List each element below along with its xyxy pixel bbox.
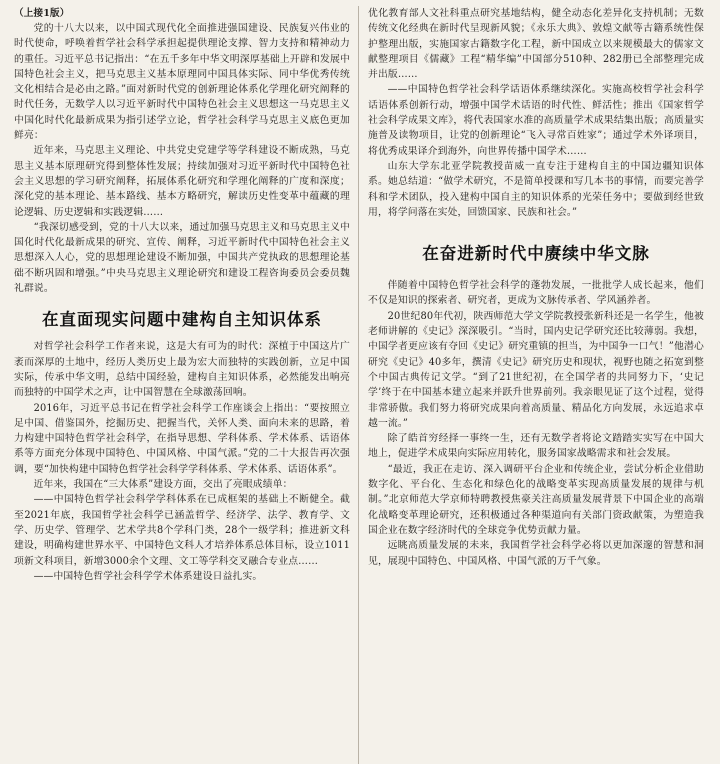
right-second-section: [368, 278, 704, 569]
section-heading-knowledge-system: 在直面现实问题中建构自主知识体系: [42, 310, 322, 330]
article-paragraph: 20世纪80年代初，陕西师范大学文学院教授张新科还是一名学生，他被老师讲解的《史记》深深吸引。“当时，国内史记学研究还比较薄弱。我想，中国学者更应该有夺回《史记》研究重镇的担当，为中国争一口气！”他潜心研究《史记》40多年，撰清《史记》研究历史和现状，视野也随之拓宽到整个中国古典传记文学。“到了21世纪初，在全国学者的共同努力下，‘史记学’终于在中国基本建立起来并跃升世界前列。我亲眼见证了这个过程，觉得非常骄傲。我们努力将研究成果向着高质量、精品化方向发展，永远追求卓越一流。”: [368, 310, 704, 429]
article-paragraph: 山东大学东北亚学院教授苗威一直专注于建构自主的中国边疆知识体系。她总结道：“做学术研究，不是简单授课和写几本书的事情，而要完善学科和学术团队，投入建构中国自主的知识体系的光荣任务中；要做到经世致用，将学问落在实处，回馈国家、民族和社会。”: [368, 160, 704, 218]
article-paragraph: 远眺高质量发展的未来，我国哲学社会科学必将以更加深邃的智慧和洞见，展现中国特色、中国风格、中国气派的万千气象。: [368, 540, 704, 567]
article-paragraph: 优化教育部人文社科重点研究基地结构，健全动态化差异化支持机制；无数传统文化经典在新时代呈现新风貌；《永乐大典》、敦煌文献等古籍系统性保护整理出版，实施国家古籍数字化工程，新中国成立以来规模最大的儒家文献整理项目《儒藏》工程“精华编”中国部分510种、282册已全部整理完成并出版……: [368, 8, 704, 81]
article-paragraph: “我深切感受到，党的十八大以来，通过加强马克思主义和马克思主义中国化时代化最新成果的研究、宣传、阐释，习近平新时代中国特色社会主义思想深入人心，党的思想理论建设不断加强，中国共产党执政的思想理论基础不断巩固和增强。”中央马克思主义理论研究和建设工程咨询委员会委员魏礼群说。: [14, 221, 350, 295]
left-second-section: [14, 339, 350, 584]
article-paragraph: 对哲学社会科学工作者来说，这是大有可为的时代：深植于中国这片广袤而深厚的土地中，经历人类历史上最为宏大而独特的实践创新，立足中国实际，传承中华文明，总结中国经验，建构自主知识体系，必然能发出响亮而独特的中国学术之声，让中国智慧在全球激荡回响。: [14, 341, 350, 399]
left-intro-section: [14, 21, 350, 296]
article-paragraph: ——中国特色哲学社会科学学术体系建设日益扎实。: [33, 570, 263, 582]
left-column: [14, 6, 350, 584]
article-paragraph: “最近，我正在走访、深入调研平台企业和传统企业，尝试分析企业借助数字化、平台化、生态化和绿色化的战略变革实现高质量发展的规律与机制。”北京师范大学京师特聘教授焦豪关注高质量发展背景下中国企业的高端化战略变革理论研究，还积极通过各种渠道向有关部门资政献策，为塑造我国企业在数字经济时代的全球竞争优势贡献力量。: [368, 463, 704, 536]
article-paragraph: 党的十八大以来，以中国式现代化全面推进强国建设、民族复兴伟业的时代使命，呼唤着哲学社会科学承担起提供理论支撑、智力支持和精神动力的重任。习近平总书记指出：“在五千多年中华文明深厚基础上开辟和发展中国特色社会主义，把马克思主义基本原理同中国具体实际、同中华优秀传统文化相结合是必由之路。”面对新时代党的创新理论体系化学理化研究阐释的时代任务，无数学人以习近平新时代中国特色社会主义思想这一马克思主义中国化时代化最新成果为指引述学立论，哲学社会科学马克思主义底色更加鲜亮：: [14, 23, 350, 142]
article-paragraph: 除了皓首穷经择一事终一生，还有无数学者将论文踏踏实实写在中国大地上，促进学术成果向实际应用转化，服务国家战略需求和社会发展。: [368, 433, 704, 460]
article-paragraph: 近年来，马克思主义理论、中共党史党建学等学科建设不断成熟，马克思主义基本原理研究得到整体性发展；持续加强对习近平新时代中国特色社会主义思想的学习研究阐释，拓展体系化研究和学理化阐释的广度和深度；深化党的基本理论、基本路线、基本方略研究，解读历史性变革中蕴藏的理论逻辑、历史逻辑和实践逻辑……: [14, 145, 350, 218]
right-column: [368, 6, 704, 569]
continued-marker: （上接1版）: [14, 8, 70, 19]
article-paragraph: 伴随着中国特色哲学社会科学的蓬勃发展，一批批学人成长起来，他们不仅是知识的探索者、研究者，更成为文脉传承者、学风涵养者。: [368, 280, 704, 307]
article-paragraph: 2016年，习近平总书记在哲学社会科学工作座谈会上指出：“要按照立足中国、借鉴国外，挖掘历史、把握当代，关怀人类、面向未来的思路，着力构建中国特色哲学社会科学，在指导思想、学科体系、学术体系、话语体系等方面充分体现中国特色、中国风格、中国气派。”党的二十大报告再次强调，要“加快构建中国特色哲学社会科学学科体系、学术体系、话语体系”。: [14, 402, 350, 475]
section-heading-cultural-heritage: 在奋进新时代中赓续中华文脉: [422, 244, 650, 264]
article-paragraph: ——中国特色哲学社会科学话语体系继续深化。实施高校哲学社会科学话语体系创新行动，增强中国学术话语的时代性、鲜活性；推出《国家哲学社会科学成果文库》，将代表国家水准的高质量学术成果结集出版；高质量实施普及读物项目，让党的创新理论“飞入寻常百姓家”；通过学术外译项目，将优秀成果译介到海外，向世界传播中国学术……: [368, 84, 704, 157]
column-divider: [358, 6, 359, 764]
article-paragraph: 近年来，我国在“三大体系”建设方面，交出了亮眼成绩单：: [33, 479, 293, 491]
right-continuation-section: [368, 6, 704, 220]
article-paragraph: ——中国特色哲学社会科学学科体系在已成框架的基础上不断健全。截至2021年底，我国哲学社会科学已涵盖哲学、经济学、法学、教育学、文学、历史学、管理学、艺术学共8个学科门类，28个一级学科；推进新文科建设，明确构建世界水平、中国特色文科人才培养体系总体目标，设立1011项新文科项目，新增3000余个文理、文工等学科交叉融合专业点……: [14, 494, 350, 567]
